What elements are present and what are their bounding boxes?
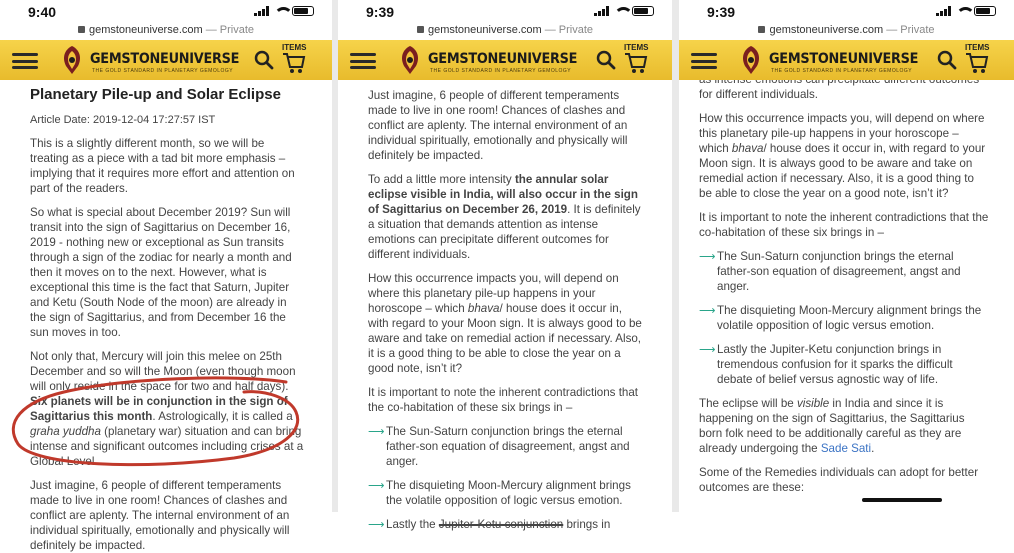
article-title: Planetary Pile-up and Solar Eclipse	[30, 86, 281, 103]
article-paragraph	[699, 396, 990, 456]
arrow-right-icon: ⟶	[699, 250, 716, 263]
cart-icon[interactable]	[282, 52, 306, 74]
list-item	[699, 342, 990, 387]
url-text: gemstoneuniverse.com	[427, 24, 542, 36]
text-run: in India and since it is happening on the sign of Sagittarius, the Sagittarius born folk need to be additionally careful as they are already undergoing the	[699, 397, 965, 455]
text-run: How this occurrence impacts you, will depend on where this planetary pile-up happens in your horoscope – which	[699, 112, 985, 155]
wifi-icon	[956, 6, 969, 16]
article-paragraph	[30, 349, 304, 469]
text-run: To add a little more intensity	[368, 173, 515, 186]
list-item	[368, 424, 644, 469]
screenshot-panel-2	[338, 0, 672, 531]
article-body	[0, 86, 332, 553]
text-run: Lastly the	[386, 518, 439, 531]
search-icon[interactable]	[596, 50, 616, 70]
article-paragraph: So what is special about December 2019? Sun will transit into the sign of Sagittarius on December 16, 2019 - nothing new or exceptional as Sun transits through a sign of the zodiac for nearly a month and then it moves on to the next. However, what is exceptional this time is the fact that Saturn, Jupiter and Ketu (South Node of the moon) are already in the sign of Sagittarius, and from December 16 the sun moves in too.	[30, 206, 292, 339]
brand-tagline: THE GOLD STANDARD IN PLANETARY GEMOLOGY	[430, 68, 572, 74]
italic-text: bhava	[467, 302, 500, 315]
items-label: ITEMS	[624, 43, 649, 52]
hamburger-menu-icon[interactable]	[12, 53, 38, 69]
private-label: — Private	[205, 24, 255, 36]
italic-text: bhava	[731, 142, 764, 155]
cart-icon[interactable]	[965, 52, 989, 74]
brand-name[interactable]: GEMSTONEUNIVERSE	[769, 51, 919, 67]
text-run: . Astrologically, it is called a	[152, 410, 293, 423]
site-header	[0, 40, 332, 80]
list-item	[368, 517, 644, 532]
list-item-text: The Sun-Saturn conjunction brings the eternal father-son equation of disagreement, angst and anger.	[717, 250, 961, 293]
battery-icon	[292, 6, 314, 16]
article-paragraph: Some of the Remedies individuals can adopt for better outcomes are these:	[699, 466, 979, 494]
article-date: Article Date: 2019-12-04 17:27:57 IST	[30, 114, 216, 126]
brand-name[interactable]: GEMSTONEUNIVERSE	[428, 51, 578, 67]
lock-icon	[78, 26, 85, 33]
sade-sati-link[interactable]: Sade Sati	[820, 442, 872, 455]
brand-tagline: THE GOLD STANDARD IN PLANETARY GEMOLOGY	[92, 68, 234, 74]
article-paragraph	[699, 111, 990, 201]
gemstone-logo-icon[interactable]	[58, 44, 86, 76]
list-item	[699, 249, 990, 294]
arrow-right-icon: ⟶	[699, 304, 716, 317]
home-indicator[interactable]	[862, 498, 942, 502]
screenshot-panel-3	[679, 0, 1014, 512]
arrow-right-icon: ⟶	[368, 479, 385, 492]
status-bar	[679, 0, 1014, 24]
url-text: gemstoneuniverse.com	[88, 24, 203, 36]
private-label: — Private	[886, 24, 935, 36]
status-time: 9:40	[28, 4, 57, 20]
brand-tagline: THE GOLD STANDARD IN PLANETARY GEMOLOGY	[771, 68, 913, 74]
text-run: Just imagine, 6 people of different temperaments made to live in one room! Chances of clashes and conflict are aplenty. The internal environment of an individual spiritually, emotionally and physically will definitely be impacted.	[30, 479, 290, 552]
list-item	[699, 303, 990, 333]
list-item-text: The Sun-Saturn conjunction brings the eternal father-son equation of disagreement, angst and anger.	[386, 425, 630, 468]
brand-name[interactable]: GEMSTONEUNIVERSE	[90, 51, 240, 67]
site-header	[338, 40, 672, 80]
address-bar[interactable]	[338, 24, 672, 40]
arrow-right-icon: ⟶	[368, 425, 385, 438]
panel-divider	[672, 0, 679, 512]
text-run: Not only that, Mercury will join this melee on 25th December and so will the Moon (even though moon will only reside in the space for two and half days).	[30, 350, 296, 393]
text-run: (planetary war) situation and can bring intense and significant outcomes including crises at a Global Level.	[30, 425, 304, 468]
text-run: How this occurrence impacts you, will depend on where this planetary pile-up happens in your horoscope – which	[368, 272, 619, 315]
private-label: — Private	[544, 24, 594, 36]
article-paragraph: This is a slightly different month, so we will be treating as a piece with a tad bit more emphasis – implying that it requires more effort and attention on part of the readers.	[30, 137, 295, 195]
status-time: 9:39	[707, 4, 736, 20]
cart-icon[interactable]	[624, 52, 648, 74]
text-run: / house does it occur in, with regard to your Moon sign. It is always good to be aware and take on remedial action if necessary. Also, it is a good thing to be able to close the year on a good note, isn’t it?	[699, 142, 986, 200]
article-paragraph: It is important to note the inherent contradictions that the co-habitation of these six brings in –	[368, 386, 639, 414]
article-paragraph	[30, 478, 304, 553]
search-icon[interactable]	[937, 50, 957, 70]
status-time: 9:39	[366, 4, 395, 20]
items-label: ITEMS	[282, 43, 307, 52]
signal-icon	[254, 6, 269, 16]
list-item-text: The disquieting Moon-Mercury alignment brings the volatile opposition of logic versus emotion.	[717, 304, 982, 332]
address-bar[interactable]	[0, 24, 332, 40]
signal-icon	[594, 6, 609, 16]
article-paragraph: Just imagine, 6 people of different temperaments made to live in one room! Chances of clashes and conflict are aplenty. The internal environment of an individual spiritually, emotionally and physically will definitely be impacted.	[368, 89, 628, 162]
italic-text: graha yuddha	[30, 425, 101, 438]
site-header	[679, 40, 1014, 80]
italic-text: visible	[796, 397, 830, 410]
screenshot-panel-1	[0, 0, 332, 552]
arrow-right-icon: ⟶	[699, 343, 716, 356]
article-body	[679, 72, 1014, 495]
text-run: . It is definitely a situation that demands attention as intense emotions can precipitate different outcomes for different individuals.	[368, 203, 641, 261]
arrow-right-icon: ⟶	[368, 518, 385, 531]
article-body	[338, 80, 672, 532]
list-item-text: Lastly the Jupiter-Ketu conjunction brings in tremendous confusion for it sparks the difficult debate of belief versus agnostic way of life.	[717, 343, 953, 386]
lock-icon	[758, 26, 765, 33]
list-item	[368, 478, 644, 508]
url-text: gemstoneuniverse.com	[769, 24, 884, 36]
status-bar	[0, 0, 332, 24]
signal-icon	[936, 6, 951, 16]
hamburger-menu-icon[interactable]	[350, 53, 376, 69]
article-paragraph	[368, 172, 644, 262]
status-bar	[338, 0, 672, 24]
bold-text: Six planets will be in conjunction in the sign of Sagittarius this month	[30, 395, 288, 423]
wifi-icon	[274, 6, 287, 16]
lock-icon	[417, 26, 424, 33]
text-run: The eclipse will be	[699, 397, 797, 410]
struck-text: Jupiter-Ketu conjunction	[438, 518, 564, 531]
text-run: brings in	[563, 518, 611, 531]
list-item-text: The disquieting Moon-Mercury alignment brings the volatile opposition of logic versus emotion.	[386, 479, 631, 507]
address-bar[interactable]	[679, 24, 1014, 40]
search-icon[interactable]	[254, 50, 274, 70]
list-item-text	[386, 517, 610, 532]
gemstone-logo-icon[interactable]	[396, 44, 424, 76]
items-label: ITEMS	[965, 43, 990, 52]
battery-icon	[632, 6, 654, 16]
battery-icon	[974, 6, 996, 16]
text-run: .	[871, 442, 875, 455]
bold-text: the annular solar eclipse visible in India, will also occur in the sign of Sagittarius on December 26, 2019	[368, 173, 638, 216]
wifi-icon	[614, 6, 627, 16]
article-paragraph	[368, 271, 644, 376]
hamburger-menu-icon[interactable]	[691, 53, 717, 69]
text-run: / house does it occur in, with regard to your Moon sign. It is always good to be aware and take on remedial action if necessary. Also, it is a good thing to be able to close the year on a good note, isn’t it?	[368, 302, 642, 375]
text-run: for different individuals.	[699, 88, 819, 101]
article-paragraph: It is important to note the inherent contradictions that the co-habitation of these six brings in –	[699, 211, 989, 239]
gemstone-logo-icon[interactable]	[737, 44, 765, 76]
